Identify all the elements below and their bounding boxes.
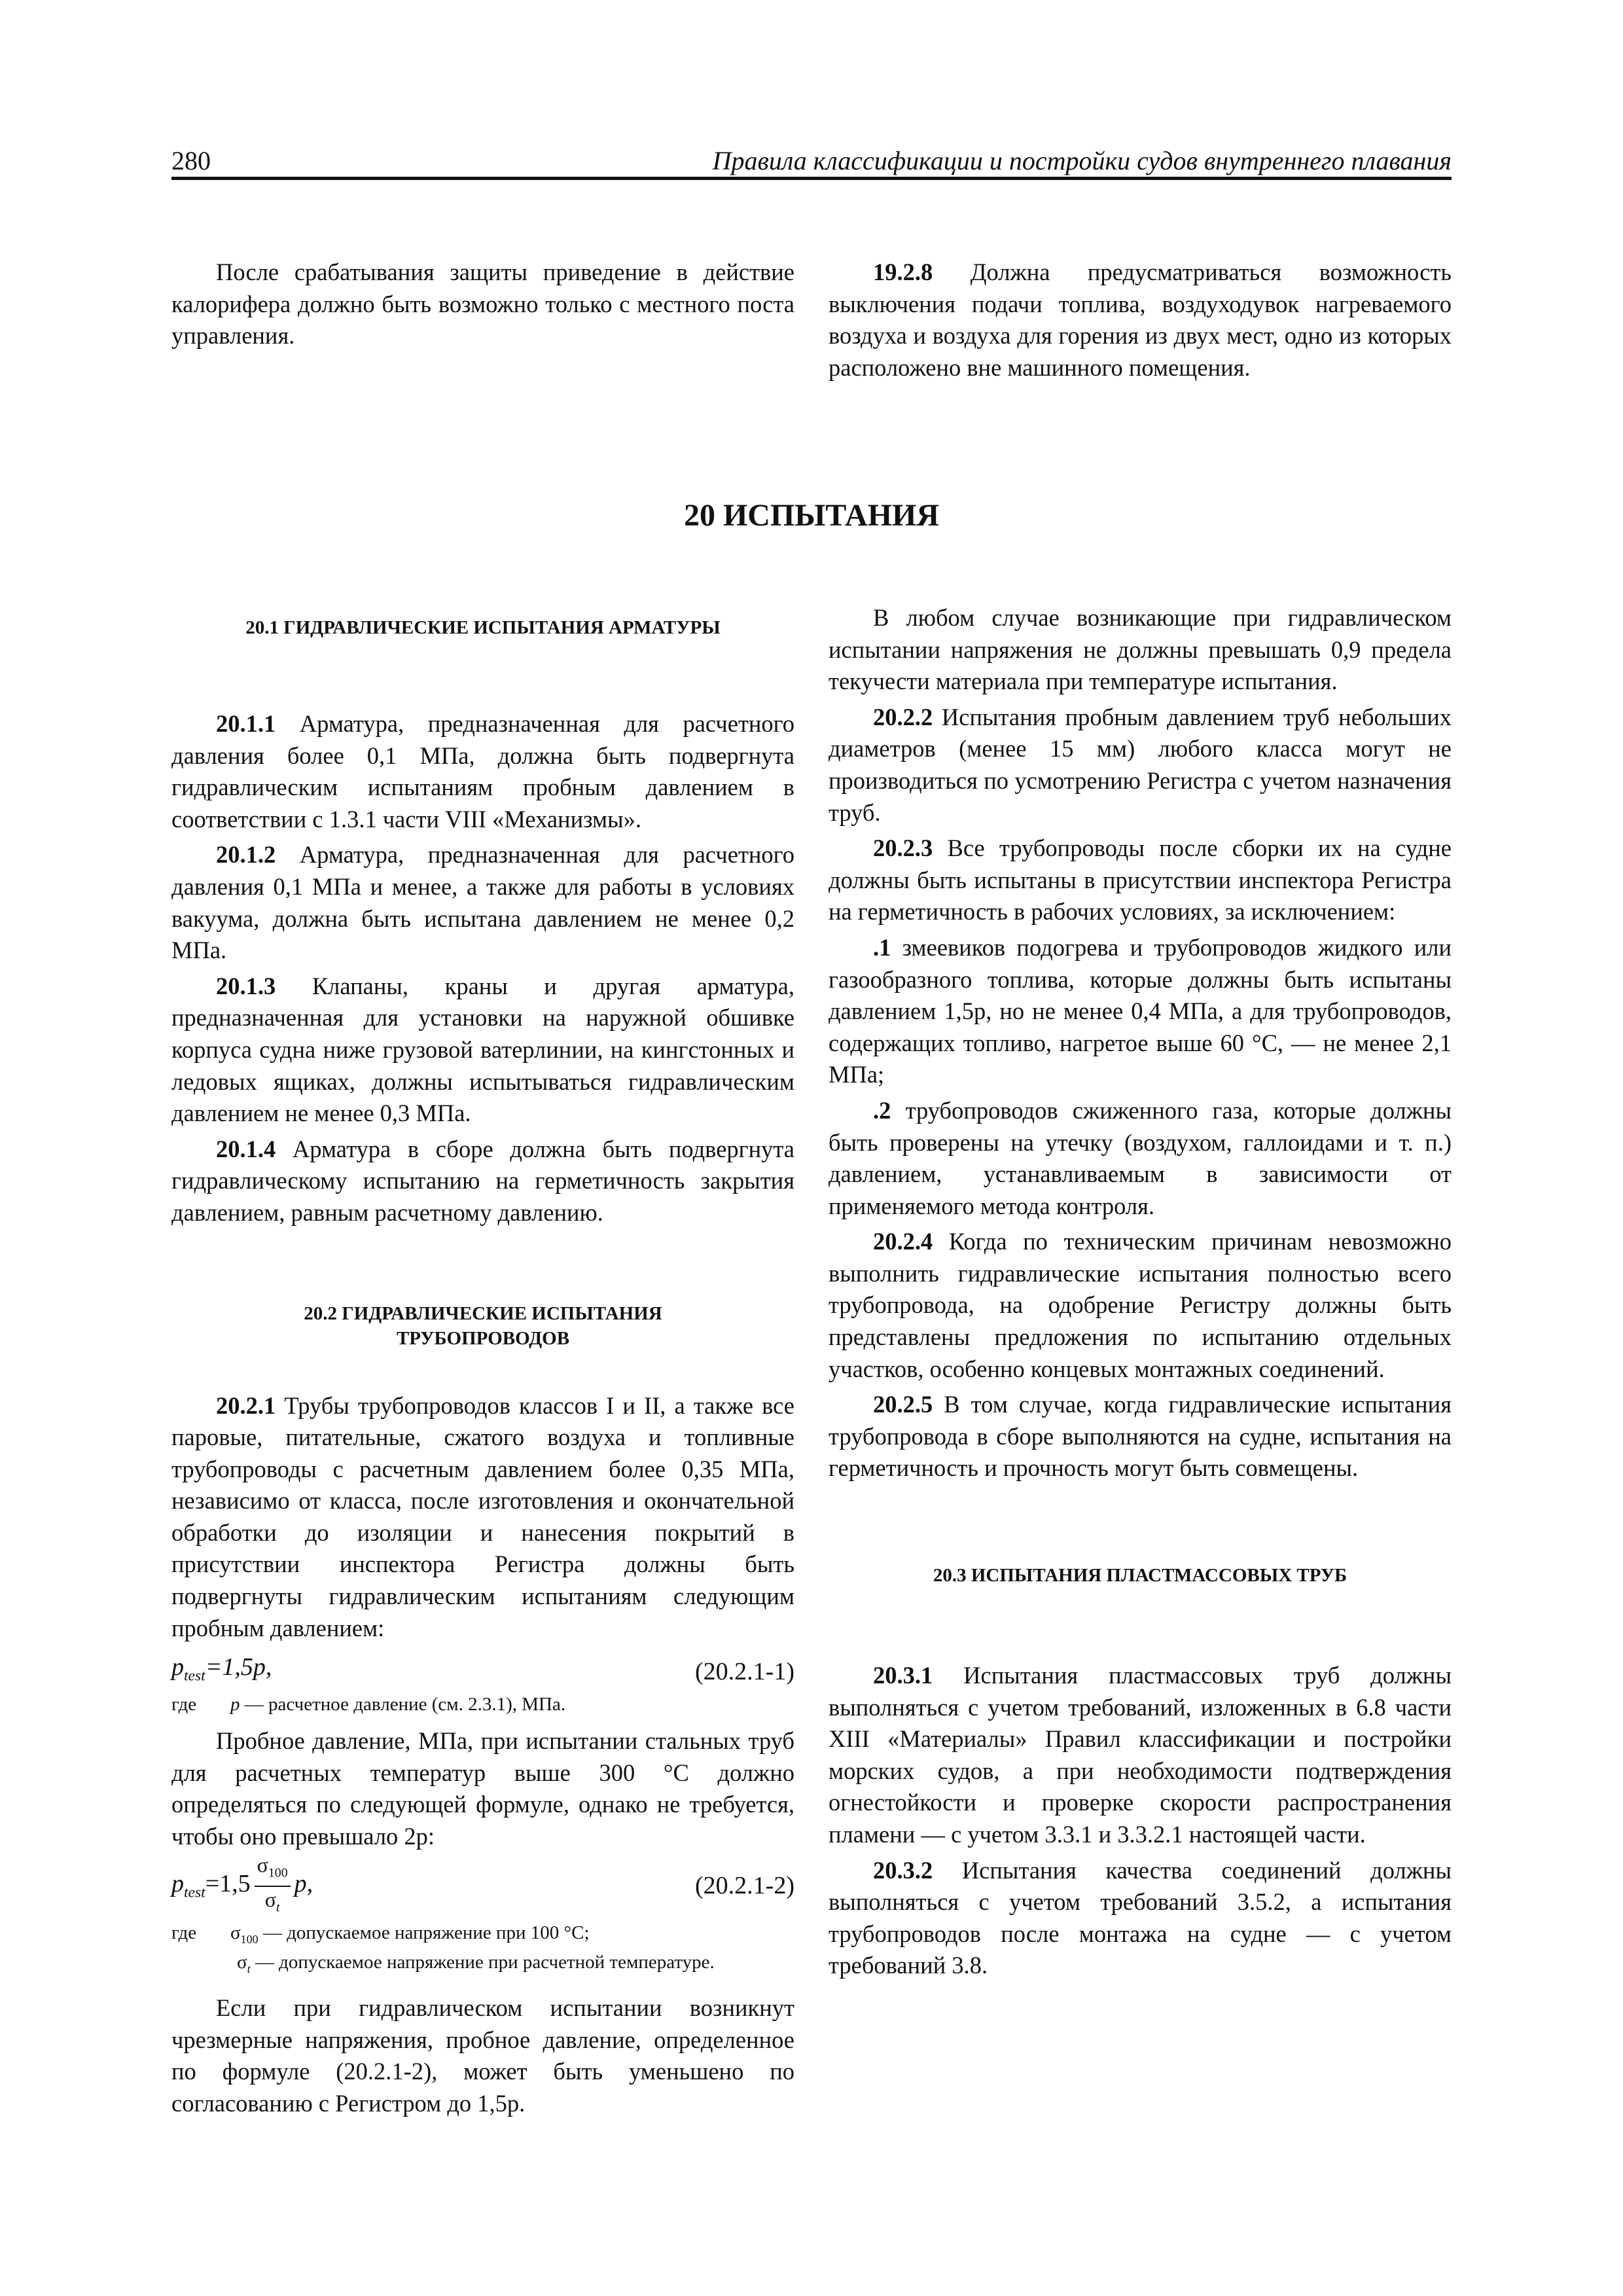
paragraph-20-2-1: [171, 1390, 794, 1645]
clause-number: 20.3.1: [873, 1662, 933, 1689]
formula-20-2-1-2: [171, 1853, 794, 1916]
paragraph-20-2-2: [829, 702, 1452, 829]
paragraph-20-3-2: [829, 1855, 1452, 1982]
legend-text: — расчетное давление (см. 2.3.1), МПа.: [240, 1694, 566, 1715]
list-item-2: [829, 1095, 1452, 1222]
legend-text: — допускаемое напряжение при 100 °С;: [258, 1922, 590, 1943]
carry-left-block: [171, 257, 794, 352]
formula-20-2-1-1: [171, 1653, 794, 1690]
legend-symbol: σ: [230, 1922, 241, 1943]
running-title: Правила классификации и постройки судов внутреннего плавания: [712, 146, 1452, 175]
formula-tail: p,: [294, 1870, 313, 1898]
formula-expression: [171, 1651, 272, 1692]
paragraph-20-1-4: [171, 1134, 794, 1229]
formula-legend-1: [171, 1693, 794, 1716]
clause-number: 20.1.1: [216, 710, 276, 737]
clause-text: Испытания качества соединений должны выполняться с учетом требований 3.5.2, а испытания трубопроводов после монтажа на судне — с учетом требований 3.8.: [829, 1856, 1452, 1979]
clause-text: Все трубопроводы после сборки их на судне должны быть испытаны в присутствии инспектора Регистра на герметичность в рабочих условиях, за исключением:: [829, 834, 1452, 925]
formula-symbol: p: [171, 1653, 184, 1681]
clause-number: 20.1.2: [216, 841, 276, 869]
left-column: [171, 615, 794, 2120]
formula-subscript: test: [184, 1667, 205, 1685]
denominator-subscript: t: [276, 1900, 280, 1915]
paragraph-20-1-2: [171, 839, 794, 966]
denominator-symbol: σ: [264, 1887, 276, 1911]
paragraph-20-3-1: [829, 1660, 1452, 1851]
paragraph-20-2-5: [829, 1389, 1452, 1484]
legend-label: где: [171, 1922, 197, 1943]
clause-text: В том случае, когда гидравлические испытания трубопровода в сборе выполняются на судне, испытания на герметичность и прочность могут быть совмещены.: [829, 1391, 1452, 1482]
clause-text: Арматура, предназначенная для расчетного давления 0,1 МПа и менее, а также для работы в условиях вакуума, должна быть испытана давлением не менее 0,2 МПа.: [171, 841, 794, 964]
clause-number: 20.2.2: [873, 703, 933, 730]
heading-line: 20.2 ГИДРАВЛИЧЕСКИЕ ИСПЫТАНИЯ: [304, 1302, 662, 1324]
formula-fraction: [255, 1852, 291, 1920]
legend-row: [171, 1921, 794, 1951]
paragraph-20-1-1: [171, 708, 794, 835]
paragraph-20-1-3: [171, 971, 794, 1130]
clause-text: Трубы трубопроводов классов I и II, а также все паровые, питательные, сжатого воздуха и топливные трубопроводы с расчетным давлением более 0,35 МПа, независимо от класса, после изготовления и окончательной обработки до изоляции и нанесения покрытий в присутствии инспектора Регистра должны быть подвергнуты гидравлическим испытаниям следующим пробным давлением:: [171, 1391, 794, 1641]
page-number: 280: [171, 146, 211, 175]
clause-number: 20.1.3: [216, 972, 276, 999]
paragraph-excessive-stress: Если при гидравлическом испытании возникнут чрезмерные напряжения, пробное давление, определенное по формуле (20.2.1-2), может быть уменьшено по согласованию с Регистром до 1,5p.: [171, 1994, 794, 2117]
clause-text: Клапаны, краны и другая арматура, предназначенная для установки на наружной обшивке корпуса судна ниже грузовой ватерлинии, на кингстонных и ледовых ящиках, должны испытываться гидравлическим давлением не менее 0,3 МПа.: [171, 972, 794, 1127]
header-rule: [171, 177, 1452, 180]
formula-number: (20.2.1-1): [695, 1657, 794, 1685]
section-heading-20-3: 20.3 ИСПЫТАНИЯ ПЛАСТМАССОВЫХ ТРУБ: [933, 1565, 1347, 1587]
paragraph-20-2-4: [829, 1226, 1452, 1385]
clause-text: Должна предусматриваться возможность выключения подачи топлива, воздуходувок нагреваемого воздуха и воздуха для горения из двух мест, одно из которых расположено вне машинного помещения.: [829, 259, 1452, 381]
item-text: змеевиков подогрева и трубопроводов жидкого или газообразного топлива, которые должны быть испытаны давлением 1,5p, но не менее 0,4 МПа, а для трубопроводов, содержащих топливо, нагретое выше 60 °С, — не менее 2,1 МПа;: [829, 933, 1452, 1088]
formula-coefficient: =1,5: [205, 1870, 251, 1898]
clause-number: 20.1.4: [216, 1135, 276, 1162]
formula-legend-2: [171, 1921, 794, 1981]
fraction-numerator: [255, 1852, 291, 1886]
clause-number: 20.3.2: [873, 1856, 933, 1884]
carry-right-block: [829, 257, 1452, 384]
clause-text: Испытания пластмассовых труб должны выполняться с учетом требований, изложенных в 6.8 части XIII «Материалы» Правил классификации и постройки морских судов, а при необходимости подтверждения огнестойкости и проверке скорости распространения пламени — с учетом 3.3.1 и 3.3.2.1 настоящей части.: [829, 1662, 1452, 1848]
section-heading-20-1: 20.1 ГИДРАВЛИЧЕСКИЕ ИСПЫТАНИЯ АРМАТУРЫ: [245, 617, 721, 638]
paragraph: После срабатывания защиты приведение в действие калорифера должно быть возможно только с местного поста управления.: [171, 259, 794, 350]
section-heading-20-2: [171, 1301, 794, 1351]
clause-text: Арматура в сборе должна быть подвергнута гидравлическому испытанию на герметичность закрытия давлением, равным расчетному давлению.: [171, 1135, 794, 1226]
clause-number: 20.2.1: [216, 1391, 276, 1419]
legend-label: где: [171, 1694, 197, 1715]
paragraph-yield-limit: В любом случае возникающие при гидравлическом испытании напряжения не должны превышать 0,9 предела текучести материала при температуре испытания.: [829, 604, 1452, 695]
list-item-1: [829, 932, 1452, 1091]
legend-subscript: t: [247, 1962, 251, 1976]
numerator-symbol: σ: [257, 1853, 268, 1877]
formula-subscript: test: [184, 1884, 205, 1901]
clause-number: 20.2.3: [873, 834, 933, 862]
right-column: [829, 602, 1452, 1982]
formula-expression: [171, 1852, 313, 1920]
numerator-subscript: 100: [268, 1865, 288, 1880]
legend-text: — допускаемое напряжение при расчетной температуре.: [250, 1952, 715, 1973]
legend-subscript: 100: [240, 1932, 259, 1946]
clause-text: Арматура, предназначенная для расчетного давления более 0,1 МПа, должна быть подвергнута гидравлическим испытаниям пробным давлением в соответствии с 1.3.1 части VIII «Механизмы».: [171, 710, 794, 833]
formula-rhs: =1,5p,: [205, 1653, 272, 1681]
clause-text: Испытания пробным давлением труб небольших диаметров (менее 15 мм) любого класса могут не производиться по усмотрению Регистра с учетом назначения труб.: [829, 703, 1452, 826]
chapter-title: 20 ИСПЫТАНИЯ: [683, 498, 940, 533]
formula-number: (20.2.1-2): [695, 1872, 794, 1900]
item-number: .2: [873, 1096, 891, 1124]
paragraph-19-2-8: [829, 257, 1452, 384]
clause-text: Когда по техническим причинам невозможно выполнить гидравлические испытания полностью всего трубопровода, на одобрение Регистру должны быть представлены предложения по испытанию отдельных участков, особенно концевых монтажных соединений.: [829, 1228, 1452, 1382]
paragraph-20-2-3: [829, 833, 1452, 928]
legend-row: [171, 1950, 794, 1981]
fraction-denominator: [255, 1887, 291, 1920]
item-number: .1: [873, 933, 891, 961]
formula-symbol: p: [171, 1870, 184, 1898]
heading-line: ТРУБОПРОВОДОВ: [396, 1327, 570, 1349]
clause-number: 19.2.8: [873, 259, 933, 285]
item-text: трубопроводов сжиженного газа, которые должны быть проверены на утечку (воздухом, галлоидами и т. п.) давлением, устанавливаемым в зависимости от применяемого метода контроля.: [829, 1096, 1452, 1219]
paragraph-test-pressure: Пробное давление, МПа, при испытании стальных труб для расчетных температур выше 300 °С должно определяться по следующей формуле, однако не требуется, чтобы оно превышало 2p:: [171, 1727, 794, 1850]
legend-symbol: σ: [237, 1952, 247, 1973]
clause-number: 20.2.4: [873, 1228, 933, 1255]
legend-symbol: p: [230, 1694, 240, 1715]
clause-number: 20.2.5: [873, 1391, 933, 1418]
